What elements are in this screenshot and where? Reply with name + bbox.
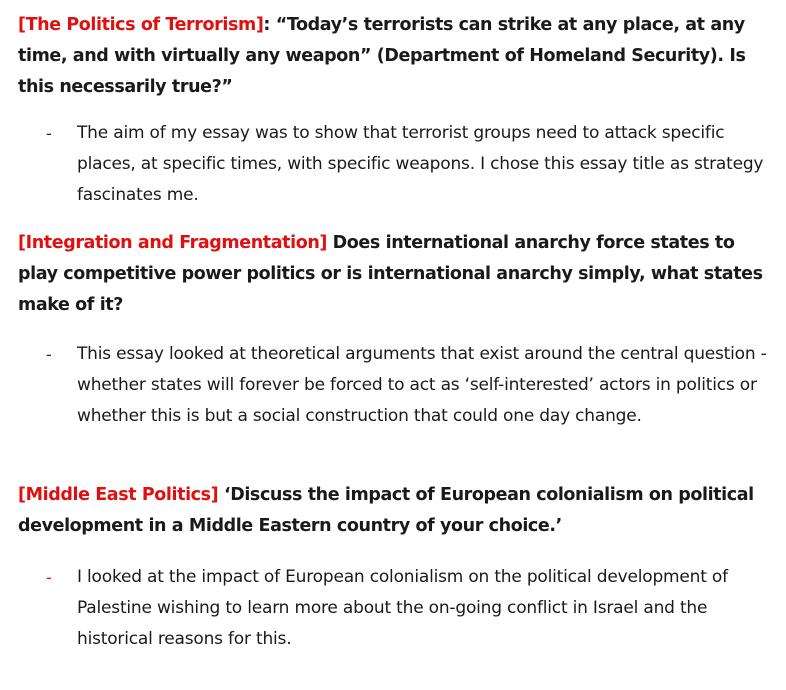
- section-question: : “Today’s terrorists can strike at any place, at any time, and with virtually any weapon” (Department of Homeland Security). Is this necessarily true?”: [18, 15, 746, 97]
- section-tag: [The Politics of Terrorism]: [18, 15, 264, 35]
- bullet-dash: -: [46, 124, 52, 143]
- section-tag: [Integration and Fragmentation]: [18, 233, 327, 253]
- section-tag: [Middle East Politics]: [18, 485, 219, 505]
- section-description: I looked at the impact of European colonialism on the political development of Palestine wishing to learn more about the on-going conflict in Israel and the historical reasons for this.: [77, 567, 728, 649]
- bullet-dash: -: [46, 345, 52, 364]
- section-description: The aim of my essay was to show that terrorist groups need to attack specific places, at specific times, with specific weapons. I chose this essay title as strategy fascinates me.: [77, 123, 764, 205]
- section-heading-integration: [18, 228, 778, 321]
- section-description: This essay looked at theoretical arguments that exist around the central question - whether states will forever be forced to act as ‘self-interested’ actors in politics or whether this is but a social construction that could one day change.: [77, 344, 767, 426]
- section-heading-terrorism: [18, 10, 778, 103]
- section-question: ‘Discuss the impact of European colonialism on political development in a Middle Eastern country of your choice.’: [18, 485, 754, 536]
- section-heading-middle-east: [18, 480, 778, 542]
- bullet-dash: -: [46, 568, 52, 587]
- section-question: Does international anarchy force states to play competitive power politics or is international anarchy simply, what states make of it?: [18, 233, 763, 315]
